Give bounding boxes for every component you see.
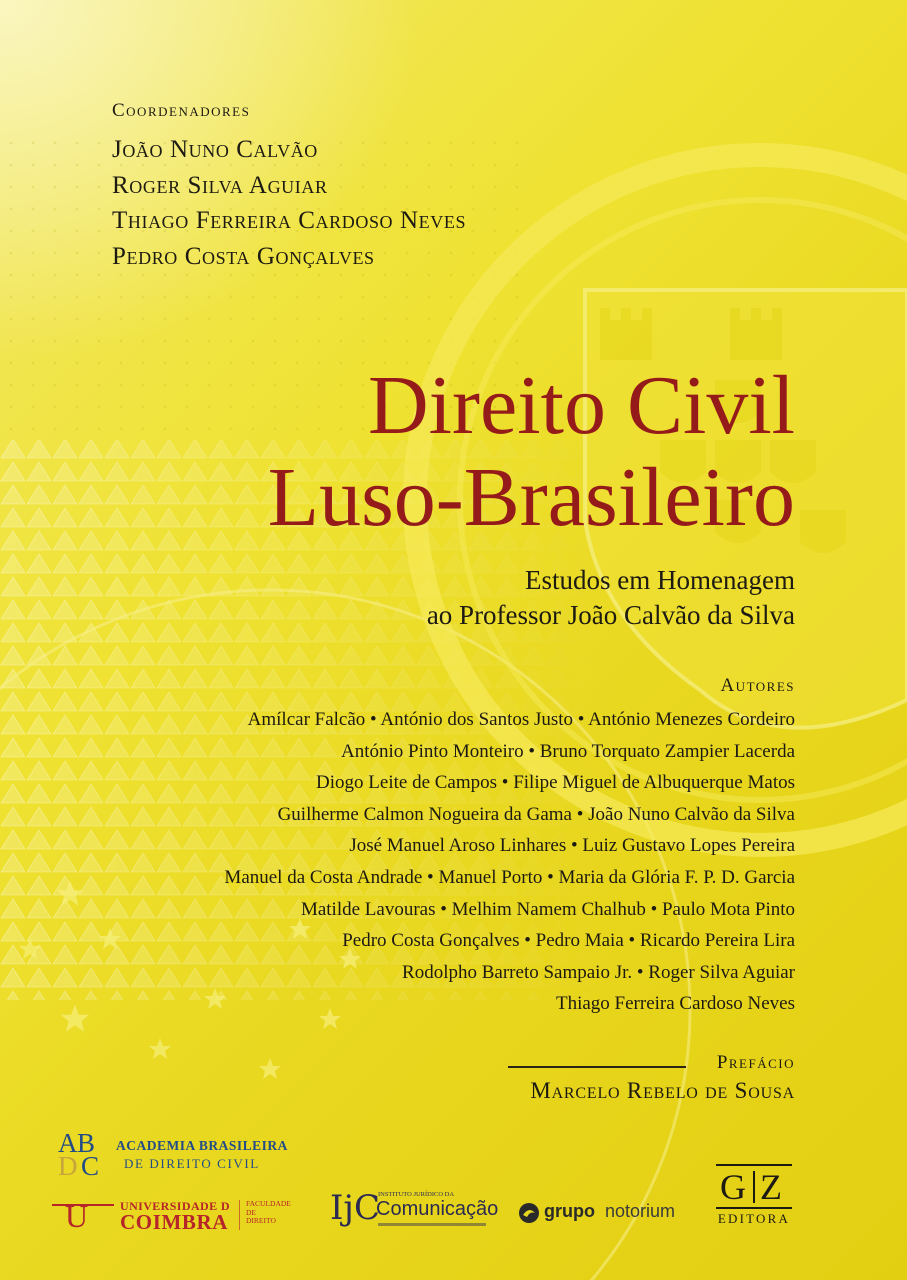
abdc-name-line: ACADEMIA BRASILEIRA (116, 1138, 288, 1153)
notorium-wordmark-part: notorium (605, 1201, 676, 1221)
abdc-letter: A (58, 1128, 78, 1158)
authors-line: Pedro Costa Gonçalves • Pedro Maia • Ricardo Pereira Lira (342, 930, 795, 952)
coimbra-mark: U (65, 1198, 89, 1234)
authors-list (224, 704, 795, 1020)
preface-label: Prefácio (716, 1052, 795, 1073)
ijc-small-text: INSTITUTO JURÍDICO DA (378, 1191, 455, 1198)
abdc-monogram (58, 1128, 112, 1184)
abdc-letter: D (58, 1151, 78, 1181)
gz-editora-logo (716, 1164, 792, 1232)
book-title (268, 360, 795, 545)
ijc-tagline-bar (378, 1223, 486, 1226)
coimbra-faculty-line: FACULDADE (246, 1199, 291, 1208)
gz-letter: G (720, 1167, 746, 1207)
coimbra-faculty (246, 1200, 291, 1226)
ijc-wordmark: Comunicação (376, 1198, 499, 1220)
coordinator-name: João Nuno Calvão (112, 136, 318, 163)
authors-line: Rodolpho Barreto Sampaio Jr. • Roger Silva Aguiar (402, 961, 795, 983)
authors-line: José Manuel Aroso Linhares • Luiz Gustavo Lopes Pereira (349, 835, 795, 857)
preface-divider (508, 1066, 686, 1068)
notorium-icon (518, 1202, 540, 1224)
authors-label: Autores (720, 675, 795, 696)
gz-divider (753, 1171, 755, 1203)
coimbra-separator (239, 1200, 240, 1230)
gz-label: EDITORA (717, 1211, 791, 1226)
abdc-letter: B (77, 1128, 96, 1158)
ijc-logo (330, 1188, 499, 1234)
subtitle-line: Estudos em Homenagem (525, 565, 795, 595)
authors-line: Guilherme Calmon Nogueira da Gama • João Nuno Calvão da Silva (277, 803, 795, 825)
authors-line: António Pinto Monteiro • Bruno Torquato Zampier Lacerda (340, 740, 795, 762)
gz-rule (716, 1207, 792, 1209)
book-title-line: Direito Civil (368, 359, 795, 452)
authors-line: Matilde Lavouras • Melhim Namem Chalhub • Paulo Mota Pinto (300, 898, 795, 920)
gz-letter: Z (760, 1167, 782, 1207)
book-subtitle (427, 563, 795, 633)
ijc-mark: IjC (330, 1188, 380, 1228)
notorium-wordmark-part: grupo (544, 1201, 595, 1221)
coimbra-faculty-line: DIREITO (246, 1216, 276, 1225)
abdc-logo (58, 1128, 298, 1184)
preface-author: Marcelo Rebelo de Sousa (530, 1078, 795, 1103)
coordinator-name: Pedro Costa Gonçalves (112, 243, 375, 270)
authors-line: Amílcar Falcão • António dos Santos Justo • António Menezes Cordeiro (247, 709, 795, 730)
abdc-name-line: DE DIREITO CIVIL (124, 1156, 260, 1171)
subtitle-line: ao Professor João Calvão da Silva (426, 600, 795, 631)
coordinator-name: Roger Silva Aguiar (112, 172, 328, 199)
coimbra-faculty-line: DE (246, 1207, 256, 1217)
abdc-letter: C (81, 1151, 100, 1181)
grupo-notorium-logo (518, 1198, 688, 1228)
authors-line: Manuel da Costa Andrade • Manuel Porto • Maria da Glória F. P. D. Garcia (224, 866, 795, 888)
coimbra-name-line: UNIVERSIDADE D (120, 1199, 230, 1213)
coimbra-logo (52, 1196, 302, 1240)
authors-line: Diogo Leite de Campos • Filipe Miguel de Albuquerque Matos (316, 772, 795, 794)
coordinators-label: Coordenadores (112, 100, 251, 121)
coordinator-name: Thiago Ferreira Cardoso Neves (112, 207, 467, 234)
authors-line: Thiago Ferreira Cardoso Neves (555, 993, 795, 1015)
book-title-line: Luso-Brasileiro (267, 451, 795, 545)
coimbra-name-line: COIMBRA (120, 1210, 229, 1234)
